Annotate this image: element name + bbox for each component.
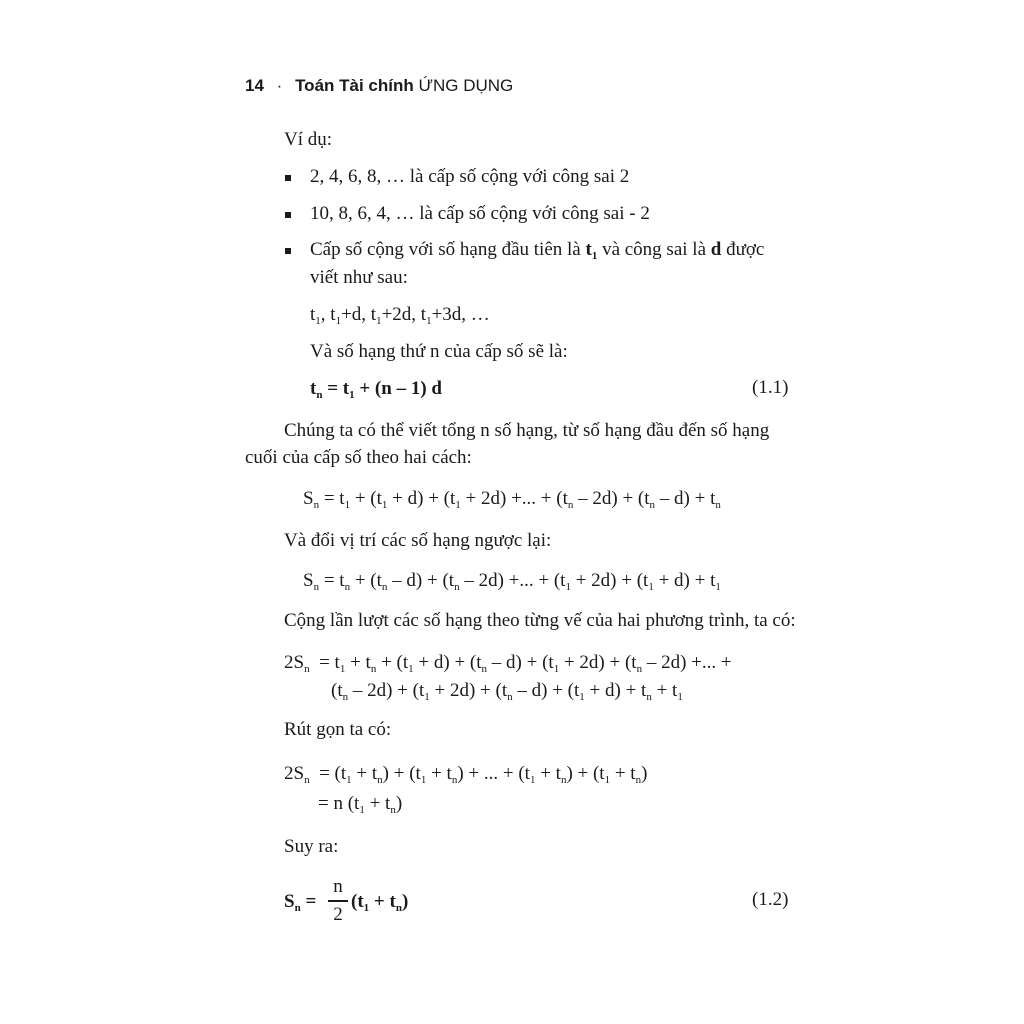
fraction-numerator: n — [333, 876, 343, 897]
bullet-item-3-line1: Cấp số cộng với số hạng đầu tiên là $t_1$ và công sai là d được — [310, 239, 765, 262]
reverse-text: Và đổi vị trí các số hạng ngược lại: — [284, 530, 552, 551]
fraction-bar — [328, 900, 348, 902]
equation-1-2-lhs: $S_n$ = — [284, 891, 317, 914]
therefore-text: Suy ra: — [284, 836, 339, 857]
double-sum-formula-line1: $2S_n = t_1 + t_n + (t_1 + d) + (t_n - d) + (t_1 + 2d) + (t_n - 2d)$ +... + — [284, 652, 732, 675]
bullet-icon — [285, 175, 291, 181]
bullet-icon — [285, 248, 291, 254]
equation-number-1-1: (1.1) — [752, 377, 789, 398]
paragraph-line-2: cuối của cấp số theo hai cách: — [245, 447, 472, 468]
double-sum-formula-line2: $(t_n - 2d) + (t_1 + 2d) + (t_n - d) + (t_1 + d) + t_n + t_1$ — [331, 680, 683, 703]
simplified-formula-line2: = n $(t_1 + t_n)$ — [318, 793, 403, 816]
page-number: 14 — [245, 76, 264, 95]
bullet-icon — [285, 212, 291, 218]
book-title-bold: Toán Tài chính — [295, 76, 414, 95]
nth-term-text: Và số hạng thứ n của cấp số sẽ là: — [310, 341, 568, 362]
add-text: Cộng lần lượt các số hạng theo từng vế của hai phương trình, ta có: — [284, 610, 796, 631]
page-header — [245, 76, 513, 96]
equation-1-1: $t_n = t_1 + (n - 1)$ d — [310, 378, 442, 401]
simplified-formula-line1: $2S_n = (t_1 + t_n) + (t_1 + t_n)$ + ... + $(t_1 + t_n) + (t_1 + t_n)$ — [284, 763, 648, 786]
bullet-item-2: 10, 8, 6, 4, … là cấp số cộng với công sai - 2 — [310, 203, 650, 224]
simplify-text: Rút gọn ta có: — [284, 719, 392, 740]
sum-reverse-formula: $S_n = t_n + (t_n - d) + (t_n - 2d)$ +... + $(t_1 + 2d) + (t_1 + d) + t_1$ — [303, 570, 721, 593]
sequence-formula: $t_1$, $t_1+d$, $t_1+2d$, $t_1+3d$, … — [310, 304, 490, 327]
fraction-denominator: 2 — [333, 904, 343, 925]
paragraph-line-1: Chúng ta có thể viết tổng n số hạng, từ số hạng đầu đến số hạng — [284, 420, 770, 441]
example-label: Ví dụ: — [284, 129, 333, 150]
equation-number-1-2: (1.2) — [752, 889, 789, 910]
bullet-item-3-line2: viết như sau: — [310, 267, 408, 288]
sum-forward-formula: $S_n = t_1 + (t_1 + d) + (t_1 + 2d)$ +... + $(t_n - 2d) + (t_n - d) + t_n$ — [303, 488, 721, 511]
header-separator: · — [276, 76, 283, 95]
bullet-item-1: 2, 4, 6, 8, … là cấp số cộng với công sai 2 — [310, 166, 630, 187]
equation-1-2-rhs: $(t_1 + t_n)$ — [351, 891, 409, 914]
book-title-regular: ỨNG DỤNG — [418, 76, 514, 95]
